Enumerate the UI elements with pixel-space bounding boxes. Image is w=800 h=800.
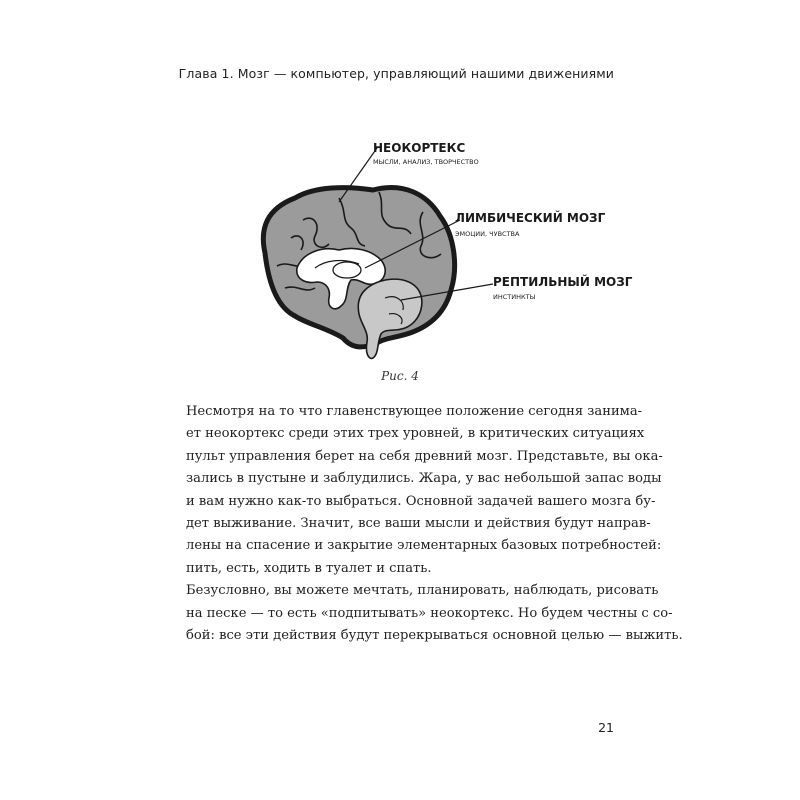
reptilian-region — [358, 279, 422, 358]
paragraph-1-line: зались в пустыне и заблудились. Жара, у вас небольшой запас воды — [186, 471, 662, 487]
paragraph-2-line: Безусловно, вы можете мечтать, планировать, наблюдать, рисовать — [186, 583, 659, 599]
paragraph-1-line: Несмотря на то что главенствующее положение сегодня занима- — [186, 404, 643, 419]
paragraph-1-line: дет выживание. Значит, все ваши мысли и действия будут направ- — [186, 516, 651, 532]
paragraph-1-line: пить, есть, ходить в туалет и спать. — [186, 560, 432, 576]
neocortex-title: НЕОКОРТЕКС — [373, 141, 466, 155]
neocortex-subtitle: МЫСЛИ, АНАЛИЗ, ТВОРЧЕСТВО — [373, 158, 479, 166]
body-text — [186, 401, 683, 647]
paragraph-1-line: ет неокортекс среди этих трех уровней, в критических ситуациях — [186, 426, 645, 442]
page-number: 21 — [598, 720, 614, 735]
limbic-title: ЛИМБИЧЕСКИЙ МОЗГ — [455, 211, 606, 225]
reptilian-subtitle: ИНСТИНКТЫ — [493, 293, 536, 301]
running-head: Глава 1. Мозг — компьютер, управляющий нашими движениями — [178, 66, 614, 81]
paragraph-1-line: пульт управления берет на себя древний мозг. Представьте, вы ока- — [186, 448, 663, 464]
reptilian-title: РЕПТИЛЬНЫЙ МОЗГ — [493, 275, 633, 289]
brain-figure — [255, 128, 633, 368]
paragraph-1-line: лены на спасение и закрытие элементарных базовых потребностей: — [186, 538, 662, 554]
limbic-subtitle: ЭМОЦИИ, ЧУВСТВА — [455, 230, 520, 238]
paragraph-2-line: бой: все эти действия будут перекрываться основной целью — выжить. — [186, 628, 683, 644]
figure-caption: Рис. 4 — [381, 369, 419, 383]
thalamus-shape — [333, 262, 361, 278]
brain-diagram — [255, 128, 633, 368]
paragraph-2-line: на песке — то есть «подпитывать» неокортекс. Но будем честны с со- — [186, 605, 673, 621]
paragraph-1-line: и вам нужно как-то выбраться. Основной задачей вашего мозга бу- — [186, 493, 656, 509]
